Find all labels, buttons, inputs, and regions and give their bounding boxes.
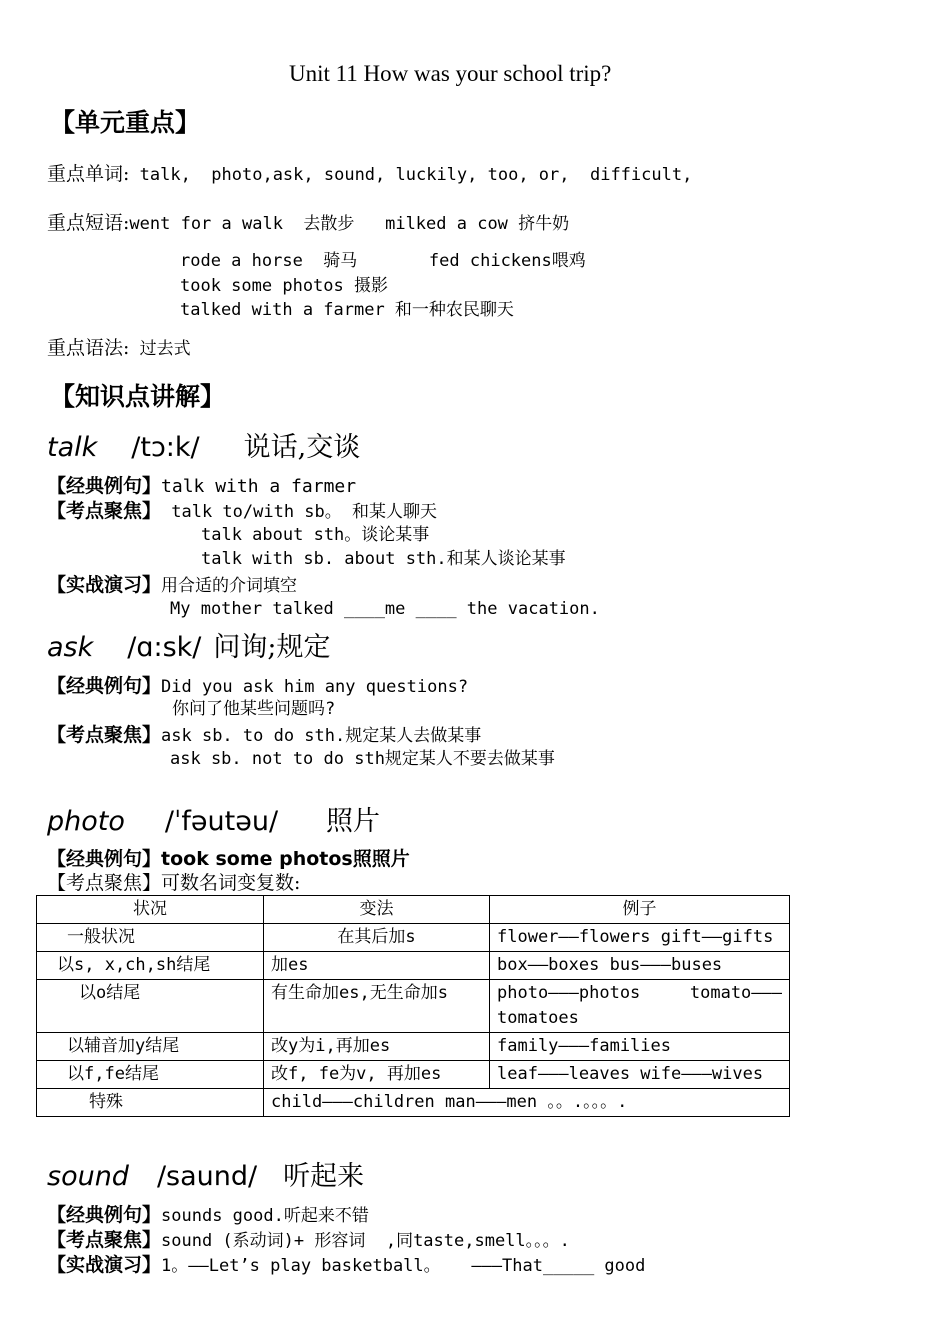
table-cell: 有生命加es,无生命加s: [264, 980, 490, 1033]
table-cell: flower——flowers gift——gifts: [490, 924, 790, 952]
example-text: talk with a farmer: [161, 476, 357, 497]
meaning: 说话,交谈: [243, 432, 361, 463]
table-row: [37, 1033, 790, 1061]
table-row: [37, 1061, 790, 1089]
phrases-label: 重点短语:: [47, 212, 130, 234]
vocab-label: 重点单词:: [47, 163, 130, 185]
table-cell: 以s, x,ch,sh结尾: [37, 952, 264, 980]
grammar-line: [47, 337, 191, 360]
table-row: [37, 952, 790, 980]
practice-text: 用合适的介词填空: [161, 576, 298, 596]
focus-label: 【考点聚焦】: [47, 724, 162, 746]
focus-label: 【考点聚焦】: [47, 500, 162, 522]
table-cell: 在其后加s: [264, 924, 490, 952]
headword: talk: [47, 432, 98, 463]
table-cell: family———families: [490, 1033, 790, 1061]
example-line: [47, 675, 468, 698]
phrase-item: went for a walk 去散步 milked a cow 挤牛奶: [129, 214, 570, 234]
vocab-list: talk, photo,ask, sound, luckily, too, or, difficult,: [129, 165, 693, 185]
focus-label: 【考点聚焦】: [47, 1229, 162, 1251]
phrase-item: took some photos 摄影: [180, 276, 388, 296]
practice-label: 【实战演习】: [47, 1254, 162, 1276]
example-text: Did you ask him any questions?: [161, 677, 469, 697]
headword: photo: [47, 806, 125, 837]
table-cell: photo———photos tomato———tomatoes: [490, 980, 790, 1033]
phrase-item: rode a horse 骑马 fed chickens喂鸡: [180, 251, 586, 271]
grammar-value: 过去式: [129, 339, 191, 359]
example-translation: 你问了他某些问题吗?: [172, 699, 336, 719]
focus-text: talk with sb. about sth.和某人谈论某事: [201, 549, 566, 569]
example-text: sounds good.听起来不错: [161, 1206, 369, 1226]
focus-text: ask sb. to do sth.规定某人去做某事: [161, 726, 482, 746]
example-line: [47, 848, 410, 871]
example-label: 【经典例句】: [47, 675, 162, 697]
plural-rules-table: [36, 895, 790, 1117]
table-header: 状况: [37, 896, 264, 924]
headword: ask: [47, 632, 94, 663]
table-row: [37, 924, 790, 952]
example-label: 【经典例句】: [47, 848, 162, 870]
table-cell: leaf———leaves wife———wives: [490, 1061, 790, 1089]
example-text: took some photos: [161, 848, 353, 870]
focus-text: sound (系动词)+ 形容词 ,同taste,smell。。。.: [161, 1231, 570, 1251]
phonetic: /ɑ:sk/: [127, 632, 202, 663]
unit-focus-heading: 【单元重点】: [50, 108, 201, 137]
phonetic: /ˈfəutəu/: [164, 806, 279, 837]
example-label: 【经典例句】: [47, 1204, 162, 1226]
table-header: 例子: [490, 896, 790, 924]
focus-line: [47, 872, 300, 895]
phonetic: /saund/: [156, 1161, 258, 1192]
example-translation: 照照片: [352, 848, 410, 870]
table-cell: 特殊: [37, 1089, 264, 1117]
practice-text: 1。——Let’s play basketball。 ———That_____ good: [161, 1256, 646, 1276]
knowledge-heading: 【知识点讲解】: [50, 382, 226, 411]
focus-text: ask sb. not to do sth规定某人不要去做某事: [170, 749, 555, 769]
table-cell: 改f, fe为v, 再加es: [264, 1061, 490, 1089]
focus-line: [47, 1229, 570, 1252]
focus-text: 可数名词变复数:: [161, 872, 301, 894]
focus-text: talk about sth。谈论某事: [201, 525, 430, 545]
table-cell: 一般状况: [37, 924, 264, 952]
table-cell: 以o结尾: [37, 980, 264, 1033]
photo-entry: [47, 806, 380, 838]
practice-line: [47, 574, 297, 597]
table-cell: 改y为i,再加es: [264, 1033, 490, 1061]
page-title: Unit 11 How was your school trip?: [289, 61, 612, 86]
practice-question: My mother talked ____me ____ the vacation.: [170, 599, 600, 619]
example-line: [47, 475, 356, 498]
practice-label: 【实战演习】: [47, 574, 162, 596]
phrases-line: [47, 212, 569, 235]
ask-entry: [47, 632, 331, 664]
vocab-line: [47, 163, 692, 186]
table-row: [37, 1089, 790, 1117]
table-cell: 以辅音加y结尾: [37, 1033, 264, 1061]
example-line: [47, 1204, 369, 1227]
table-cell: 加es: [264, 952, 490, 980]
focus-line: [47, 500, 437, 523]
focus-text: talk to/with sb。 和某人聊天: [161, 502, 438, 522]
table-cell: child———children man———men 。。.。。。.: [264, 1089, 790, 1117]
table-header: 变法: [264, 896, 490, 924]
phrase-item: talked with a farmer 和一种农民聊天: [180, 300, 514, 320]
sound-entry: [47, 1161, 364, 1193]
headword: sound: [47, 1161, 129, 1192]
table-row: [37, 980, 790, 1033]
example-label: 【经典例句】: [47, 475, 162, 497]
table-header-row: [37, 896, 790, 924]
talk-entry: [47, 432, 360, 464]
practice-line: [47, 1254, 645, 1277]
focus-line: [47, 724, 481, 747]
phonetic: /tɔ:k/: [131, 432, 200, 463]
table-cell: 以f,fe结尾: [37, 1061, 264, 1089]
table-cell: box——boxes bus———buses: [490, 952, 790, 980]
meaning: 照片: [326, 806, 381, 837]
grammar-label: 重点语法:: [47, 337, 130, 359]
focus-label: 【考点聚焦】: [47, 872, 162, 894]
meaning: 听起来: [283, 1161, 365, 1192]
meaning: 问询;规定: [213, 632, 331, 663]
